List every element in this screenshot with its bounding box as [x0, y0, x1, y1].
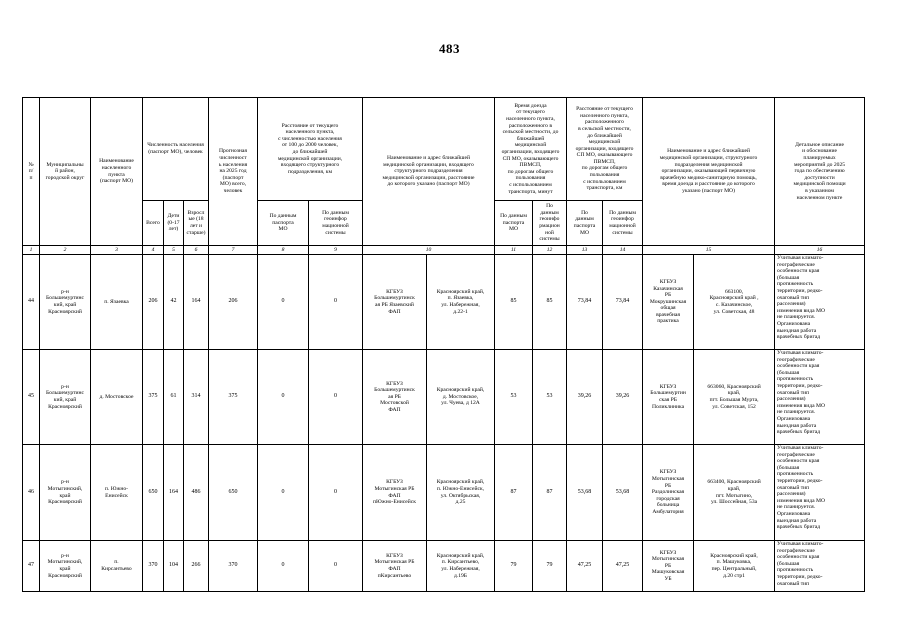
index-cell: 4 — [143, 246, 164, 255]
org2-addr-cell: 663400, Красноярский край, пгт. Мотыгино, ул. Шоссейная, 53а — [694, 445, 775, 541]
org-addr-cell: Красноярский край, д. Мостовское, ул. Чуева, д 12А — [427, 350, 495, 445]
index-cell: 6 — [184, 246, 209, 255]
tt-passport-cell: 85 — [495, 255, 533, 350]
medical-access-table — [22, 97, 865, 592]
pop-total-cell: 206 — [143, 255, 164, 350]
index-cell: 8 — [258, 246, 309, 255]
pop-children-cell: 164 — [164, 445, 184, 541]
d2-geo-cell: 47,25 — [603, 541, 643, 592]
dist-geo-cell: 0 — [309, 255, 363, 350]
index-cell: 2 — [40, 246, 91, 255]
row-num: 46 — [23, 445, 40, 541]
plans-cell: Учитывая климато- географические особенности края (большая протяженность территории, редко- очаговый тип расселения) изменения вида МО не планируется. Организована выездная работа врачебных бригад — [775, 350, 865, 445]
d2-geo-cell: 39,26 — [603, 350, 643, 445]
plans-cell: Учитывая климато- географические особенности края (большая протяженность территории, редко- очаговый тип расселения) изменения вида МО не планируется. Организована выездная работа врачебных бригад — [775, 445, 865, 541]
index-cell: 10 — [363, 246, 495, 255]
row-num: 44 — [23, 255, 40, 350]
plans-cell: Учитывая климато- географические особенности края (большая протяженность территории, редко- очаговый тип — [775, 541, 865, 592]
d2-passport-cell: 39,26 — [567, 350, 603, 445]
dist-geo-cell: 0 — [309, 445, 363, 541]
header-tt-geo: По данным геоинфо рмацион ной системы — [533, 201, 567, 246]
pop-total-cell: 650 — [143, 445, 164, 541]
index-row — [23, 246, 865, 255]
municipality-cell: р-н Мотыгинский, край Красноярский — [40, 445, 91, 541]
header-pop-total: Всего — [143, 201, 164, 246]
row-num: 45 — [23, 350, 40, 445]
d2-geo-cell: 73,84 — [603, 255, 643, 350]
table-row — [23, 350, 865, 445]
pop-children-cell: 42 — [164, 255, 184, 350]
forecast-cell: 375 — [209, 350, 258, 445]
locality-cell: п. Язаевка — [91, 255, 143, 350]
pop-adults-cell: 486 — [184, 445, 209, 541]
org2-name-cell: КГБУЗ Мотыгинская РБ Раздолинская городская больница Амбулатория — [643, 445, 694, 541]
forecast-cell: 370 — [209, 541, 258, 592]
index-cell: 11 — [495, 246, 533, 255]
header-num: № п/ п — [23, 98, 40, 246]
tt-passport-cell: 79 — [495, 541, 533, 592]
dist-passport-cell: 0 — [258, 255, 309, 350]
org2-addr-cell: Красноярский край, п. Машуковка, пер. Центральный, д.20 стр1 — [694, 541, 775, 592]
d2-passport-cell: 53,68 — [567, 445, 603, 541]
header-pop-adults: Взросл ые (18 лет и старше) — [184, 201, 209, 246]
municipality-cell: р-н Большемуртинс кий, край Красноярский — [40, 255, 91, 350]
pop-adults-cell: 314 — [184, 350, 209, 445]
org2-addr-cell: 663100, Красноярский край , с. Казачинское, ул. Советская, 48 — [694, 255, 775, 350]
pop-adults-cell: 164 — [184, 255, 209, 350]
dist-geo-cell: 0 — [309, 541, 363, 592]
table-row — [23, 541, 865, 592]
header-dist-geo: По данным геоинфор мационной системы — [309, 201, 363, 246]
header-nearest-org: Наименование и адрес ближайшей медицинской организации, входящего структурного подразделения медицинской организации, расстояние до которого указано (паспорт МО) — [363, 98, 495, 246]
org-name-cell: КГБУЗ Мотыгинская РБ ФАП пЮжно-Енисейск — [363, 445, 427, 541]
index-cell: 13 — [567, 246, 603, 255]
header-distance-group: Расстояние от текущего населенного пункта, с численностью населения от 100 до 2000 человек, до ближайшей медицинской организации, входящего структурного подразделения, км — [258, 98, 363, 201]
org2-addr-cell: 663060, Красноярский край, пгт. Большая Мурта, ул. Советская, 152 — [694, 350, 775, 445]
header-d2-geo: По данным геоинфор мационной системы — [603, 201, 643, 246]
header-municipality: Муниципальны й район, городской округ — [40, 98, 91, 246]
org2-name-cell: КГБУЗ Большемуртин ская РБ Поликлиника — [643, 350, 694, 445]
org2-name-cell: КГБУЗ Казачинская РБ Мокрушинская общая врачебная практика — [643, 255, 694, 350]
tt-geo-cell: 53 — [533, 350, 567, 445]
row-num: 47 — [23, 541, 40, 592]
header-tt-passport: По данным паспорта МО — [495, 201, 533, 246]
table-row — [23, 255, 865, 350]
index-cell: 1 — [23, 246, 40, 255]
header-locality: Наименование населенного пункта (паспорт МО) — [91, 98, 143, 246]
index-cell: 5 — [164, 246, 184, 255]
org-name-cell: КГБУЗ Большемуртинск ая РБ Мостовской ФАП — [363, 350, 427, 445]
header-plans: Детальное описание и обоснование планируемых мероприятий до 2025 года по обеспечению доступности медицинской помощи в указанном населенном пункте — [775, 98, 865, 246]
forecast-cell: 650 — [209, 445, 258, 541]
d2-geo-cell: 53,68 — [603, 445, 643, 541]
org-name-cell: КГБУЗ Большемуртинск ая РБ Язаевский ФАП — [363, 255, 427, 350]
org-addr-cell: Красноярский край, п. Кирсантьево, ул. Набережная, д.19Б — [427, 541, 495, 592]
index-cell: 9 — [309, 246, 363, 255]
header-dist-passport: По данным паспорта МО — [258, 201, 309, 246]
header-row-1 — [23, 98, 865, 201]
tt-passport-cell: 87 — [495, 445, 533, 541]
pop-children-cell: 61 — [164, 350, 184, 445]
org-addr-cell: Красноярский край, п. Южно-Енисейск, ул. Октябрьская, д.25 — [427, 445, 495, 541]
index-cell: 16 — [775, 246, 865, 255]
municipality-cell: р-н Мотыгинский, край Красноярский — [40, 541, 91, 592]
dist-passport-cell: 0 — [258, 445, 309, 541]
header-distance2-group: Расстояние от текущего населенного пункта, расположенного в сельской местности, до ближайшей медицинской организации, входящего СП МО, оказывающего ПВМСП, по дорогам общего пользования с использованием транспорта, км — [567, 98, 643, 201]
index-cell: 3 — [91, 246, 143, 255]
dist-passport-cell: 0 — [258, 350, 309, 445]
pop-children-cell: 104 — [164, 541, 184, 592]
pop-adults-cell: 266 — [184, 541, 209, 592]
header-forecast: Прогнозная численност ь населения на 2025 год (паспорт МО) всего, человек — [209, 98, 258, 246]
page-number: 483 — [439, 41, 460, 56]
tt-geo-cell: 87 — [533, 445, 567, 541]
locality-cell: д. Мостовское — [91, 350, 143, 445]
tt-passport-cell: 53 — [495, 350, 533, 445]
org-name-cell: КГБУЗ Мотыгинская РБ ФАП пКирсантьево — [363, 541, 427, 592]
header-d2-passport: По данным паспорта МО — [567, 201, 603, 246]
pop-total-cell: 375 — [143, 350, 164, 445]
tt-geo-cell: 85 — [533, 255, 567, 350]
d2-passport-cell: 47,25 — [567, 541, 603, 592]
d2-passport-cell: 73,84 — [567, 255, 603, 350]
forecast-cell: 206 — [209, 255, 258, 350]
org2-name-cell: КГБУЗ Мотыгинская РБ Машуковская УБ — [643, 541, 694, 592]
locality-cell: п. Южно- Енисейск — [91, 445, 143, 541]
pop-total-cell: 370 — [143, 541, 164, 592]
index-cell: 14 — [603, 246, 643, 255]
dist-geo-cell: 0 — [309, 350, 363, 445]
index-cell: 12 — [533, 246, 567, 255]
org-addr-cell: Красноярский край, п. Язаевка, ул. Набережная, д.22-1 — [427, 255, 495, 350]
dist-passport-cell: 0 — [258, 541, 309, 592]
plans-cell: Учитывая климато- географические особенности края (большая протяженность территории, редко- очаговый тип расселения) изменения вида МО не планируется. Организована выездная работа врачебных бригад — [775, 255, 865, 350]
tt-geo-cell: 79 — [533, 541, 567, 592]
header-travel-time-group: Время доезда от текущего населенного пункта, расположенного в сельской местности, до ближайшей медицинской организации, входящего СП МО, оказывающего ПВМСП, по дорогам общего пользования с использованием транспорта, минут — [495, 98, 567, 201]
index-cell: 15 — [643, 246, 775, 255]
header-population-group: Численность населения (паспорт МО), человек — [143, 98, 209, 201]
municipality-cell: р-н Большемуртинс кий, край Красноярский — [40, 350, 91, 445]
header-nearest-org2: Наименование и адрес ближайшей медицинской организации, структурного подразделения медицинской организации, оказывающей первичную врачебную медико-санитарную помощь, время доезда и расстояние до которого указано (паспорт МО) — [643, 98, 775, 246]
locality-cell: п. Кирсантьево — [91, 541, 143, 592]
index-cell: 7 — [209, 246, 258, 255]
header-pop-children: Дети (0-17 лет) — [164, 201, 184, 246]
table-row — [23, 445, 865, 541]
